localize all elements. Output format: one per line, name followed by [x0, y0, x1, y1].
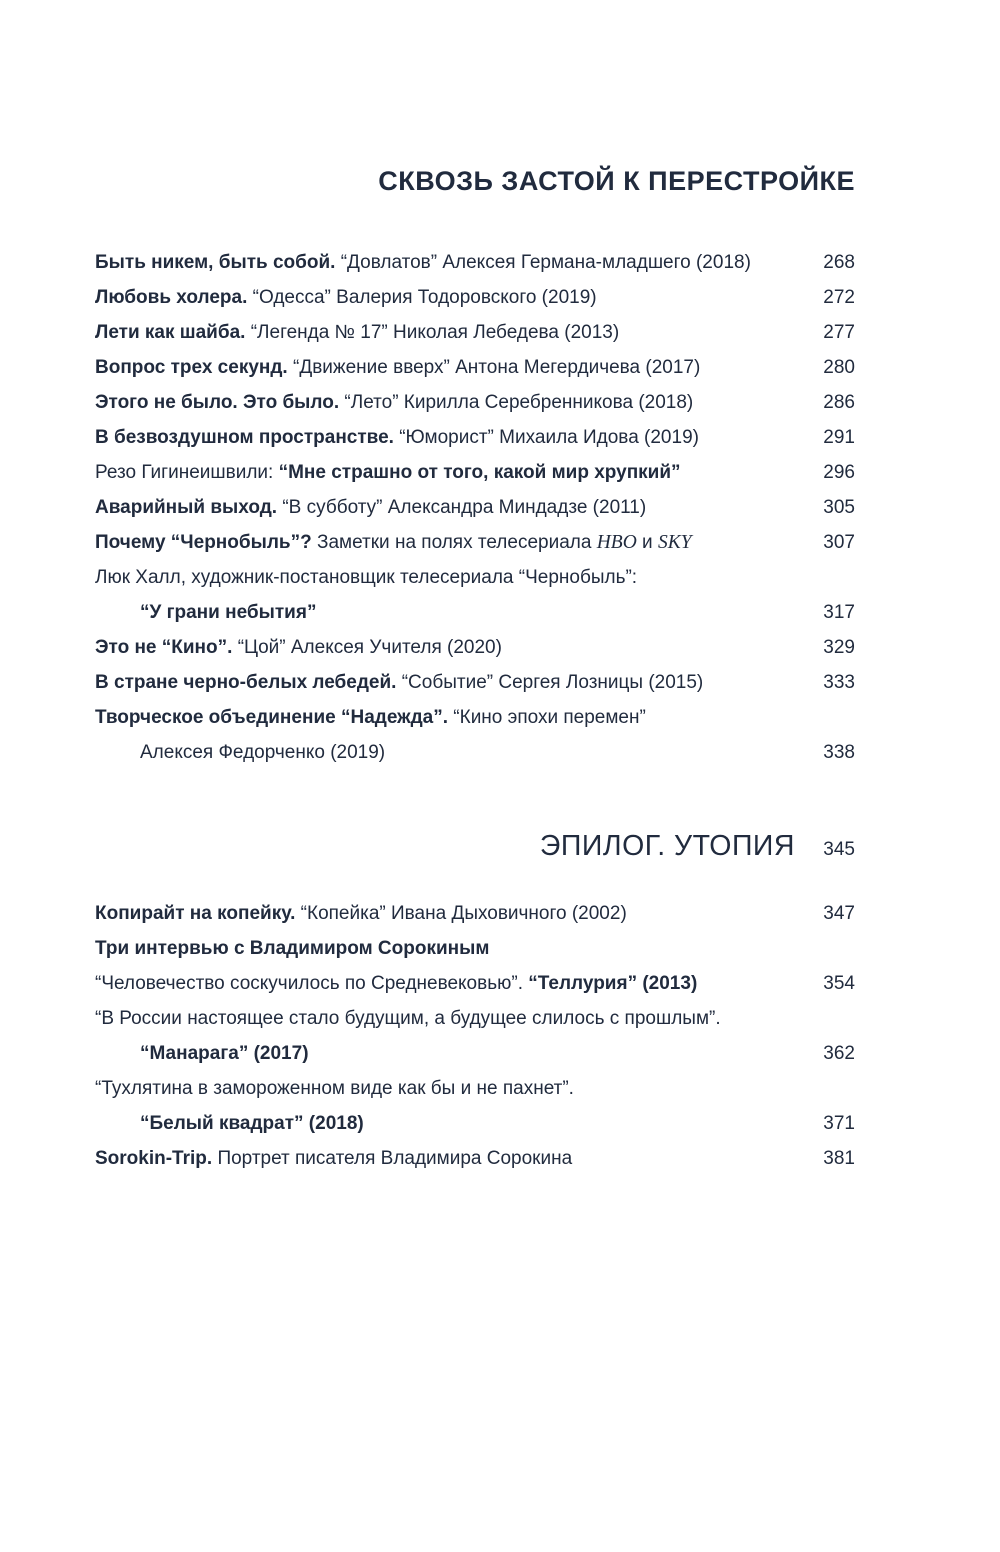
toc-entry-text	[95, 420, 799, 455]
toc-entry-run: Почему “Чернобыль”?	[95, 532, 317, 553]
toc-entry-run: “Тухлятина в замороженном виде как бы и не пахнет”.	[95, 1078, 574, 1099]
toc-entry-text	[95, 280, 799, 315]
toc-entry-text	[95, 595, 799, 630]
toc-entry	[95, 630, 855, 665]
section-title: СКВОЗЬ ЗАСТОЙ К ПЕРЕСТРОЙКЕ	[378, 166, 855, 196]
toc-entry-text	[95, 630, 799, 665]
toc-entry-run: “В России настоящее стало будущим, а будущее слилось с прошлым”.	[95, 1008, 721, 1029]
toc-entry	[95, 1106, 855, 1141]
toc-entry	[95, 490, 855, 525]
toc-entry-run: Три интервью с Владимиром Сорокиным	[95, 938, 490, 959]
toc-entry-run: Любовь холера.	[95, 287, 253, 308]
toc-entry-run: Вопрос трех секунд.	[95, 357, 293, 378]
toc-entry-page-number: 307	[823, 532, 855, 553]
toc-entry-run: “Человечество соскучилось по Средневековью”.	[95, 973, 529, 994]
toc-entry	[95, 560, 855, 595]
toc-entry	[95, 280, 855, 315]
toc-entry-run: “Кино эпохи перемен”	[453, 707, 646, 728]
toc-list-part1	[95, 245, 855, 770]
toc-entry-text	[95, 931, 799, 966]
toc-entry-run: “У грани небытия”	[140, 602, 317, 623]
toc-entry-text	[95, 490, 799, 525]
toc-entry-text	[95, 350, 799, 385]
toc-entry-page-number: 286	[823, 392, 855, 413]
toc-entry	[95, 455, 855, 490]
toc-entry-text	[95, 1036, 799, 1071]
toc-entry-run: HBO	[596, 532, 637, 553]
toc-entry-run: “Белый квадрат” (2018)	[140, 1113, 364, 1134]
toc-entry-text	[95, 735, 799, 770]
toc-entry-text	[95, 385, 799, 420]
toc-entry-run: “Движение вверх” Антона Мегердичева (2017)	[293, 357, 701, 378]
toc-entry	[95, 700, 855, 735]
toc-entry-page-number: 280	[823, 357, 855, 378]
toc-entry	[95, 385, 855, 420]
toc-entry-text	[95, 966, 799, 1001]
toc-entry	[95, 665, 855, 700]
toc-entry	[95, 420, 855, 455]
toc-entry-run: “Цой” Алексея Учителя (2020)	[237, 637, 502, 658]
toc-entry-text	[95, 525, 799, 560]
toc-entry	[95, 1141, 855, 1176]
toc-entry-run: Алексея Федорченко (2019)	[140, 742, 386, 763]
toc-entry-run: “Копейка” Ивана Дыховичного (2002)	[300, 903, 627, 924]
toc-entry-run: и	[636, 532, 658, 553]
toc-entry	[95, 595, 855, 630]
toc-entry-text	[95, 700, 799, 735]
toc-entry	[95, 1036, 855, 1071]
toc-entry-text	[95, 1106, 799, 1141]
toc-entry-text	[95, 455, 799, 490]
toc-entry-page-number: 317	[823, 602, 855, 623]
toc-entry-page-number: 305	[823, 497, 855, 518]
toc-entry-run: Sorokin-Trip.	[95, 1148, 218, 1169]
epilogue-heading-row	[95, 828, 855, 868]
toc-entry-run: В стране черно-белых лебедей.	[95, 672, 402, 693]
toc-entry-run: Быть никем, быть собой.	[95, 252, 341, 273]
toc-entry-run: Этого не было. Это было.	[95, 392, 345, 413]
toc-entry	[95, 896, 855, 931]
toc-entry-run: Это не “Кино”.	[95, 637, 238, 658]
toc-entry-page-number: 333	[823, 672, 855, 693]
toc-entry-run: “Довлатов” Алексея Германа-младшего (2018)	[340, 252, 751, 273]
toc-entry	[95, 1001, 855, 1036]
toc-entry-run: Люк Халл, художник-постановщик телесериала “Чернобыль”:	[95, 567, 638, 588]
toc-entry-run: “Мне страшно от того, какой мир хрупкий”	[278, 462, 681, 483]
toc-entry-page-number: 329	[823, 637, 855, 658]
toc-entry-page-number: 268	[823, 252, 855, 273]
toc-entry-page-number: 272	[823, 287, 855, 308]
toc-entry-page-number: 354	[823, 973, 855, 994]
toc-entry	[95, 931, 855, 966]
toc-entry-page-number: 371	[823, 1113, 855, 1134]
toc-entry	[95, 350, 855, 385]
toc-entry-text	[95, 1141, 799, 1176]
toc-entry-run: SKY	[657, 532, 692, 553]
toc-entry-run: “Легенда № 17” Николая Лебедева (2013)	[250, 322, 620, 343]
toc-entry-run: В безвоздушном пространстве.	[95, 427, 400, 448]
toc-entry-run: Портрет писателя Владимира Сорокина	[217, 1148, 573, 1169]
epilogue-page-number: 345	[823, 839, 855, 860]
toc-entry-run: Копирайт на копейку.	[95, 903, 301, 924]
toc-entry	[95, 735, 855, 770]
toc-entry-text	[95, 245, 799, 280]
toc-entry-run: Лети как шайба.	[95, 322, 251, 343]
toc-entry-text	[95, 1071, 799, 1106]
toc-entry-text	[95, 1001, 799, 1036]
toc-entry-page-number: 277	[823, 322, 855, 343]
toc-entry	[95, 315, 855, 350]
toc-entry	[95, 1071, 855, 1106]
toc-entry-page-number: 296	[823, 462, 855, 483]
toc-entry-page-number: 362	[823, 1043, 855, 1064]
epilogue-heading: ЭПИЛОГ. УТОПИЯ	[539, 830, 795, 862]
toc-entry	[95, 245, 855, 280]
toc-entry-text	[95, 665, 799, 700]
toc-entry-text	[95, 315, 799, 350]
toc-entry-page-number: 381	[823, 1148, 855, 1169]
toc-entry-run: “Лето” Кирилла Серебренникова (2018)	[344, 392, 694, 413]
toc-entry-run: Резо Гигинеишвили:	[95, 462, 279, 483]
toc-entry	[95, 525, 855, 560]
toc-entry-run: “Одесса” Валерия Тодоровского (2019)	[252, 287, 597, 308]
toc-entry-run: “Теллурия” (2013)	[528, 973, 698, 994]
toc-list-part2	[95, 896, 855, 1176]
toc-entry	[95, 966, 855, 1001]
toc-entry-text	[95, 560, 799, 595]
toc-entry-run: Аварийный выход.	[95, 497, 283, 518]
toc-entry-run: “Юморист” Михаила Идова (2019)	[399, 427, 699, 448]
toc-entry-run: Творческое объединение “Надежда”.	[95, 707, 454, 728]
toc-entry-run: “Манарага” (2017)	[140, 1043, 309, 1064]
toc-entry-run: Заметки на полях телесериала	[317, 532, 597, 553]
toc-entry-run: “В субботу” Александра Миндадзе (2011)	[282, 497, 647, 518]
toc-entry-run: “Событие” Сергея Лозницы (2015)	[401, 672, 704, 693]
toc-entry-page-number: 291	[823, 427, 855, 448]
toc-entry-page-number: 347	[823, 903, 855, 924]
toc-entry-text	[95, 896, 799, 931]
toc-entry-page-number: 338	[823, 742, 855, 763]
